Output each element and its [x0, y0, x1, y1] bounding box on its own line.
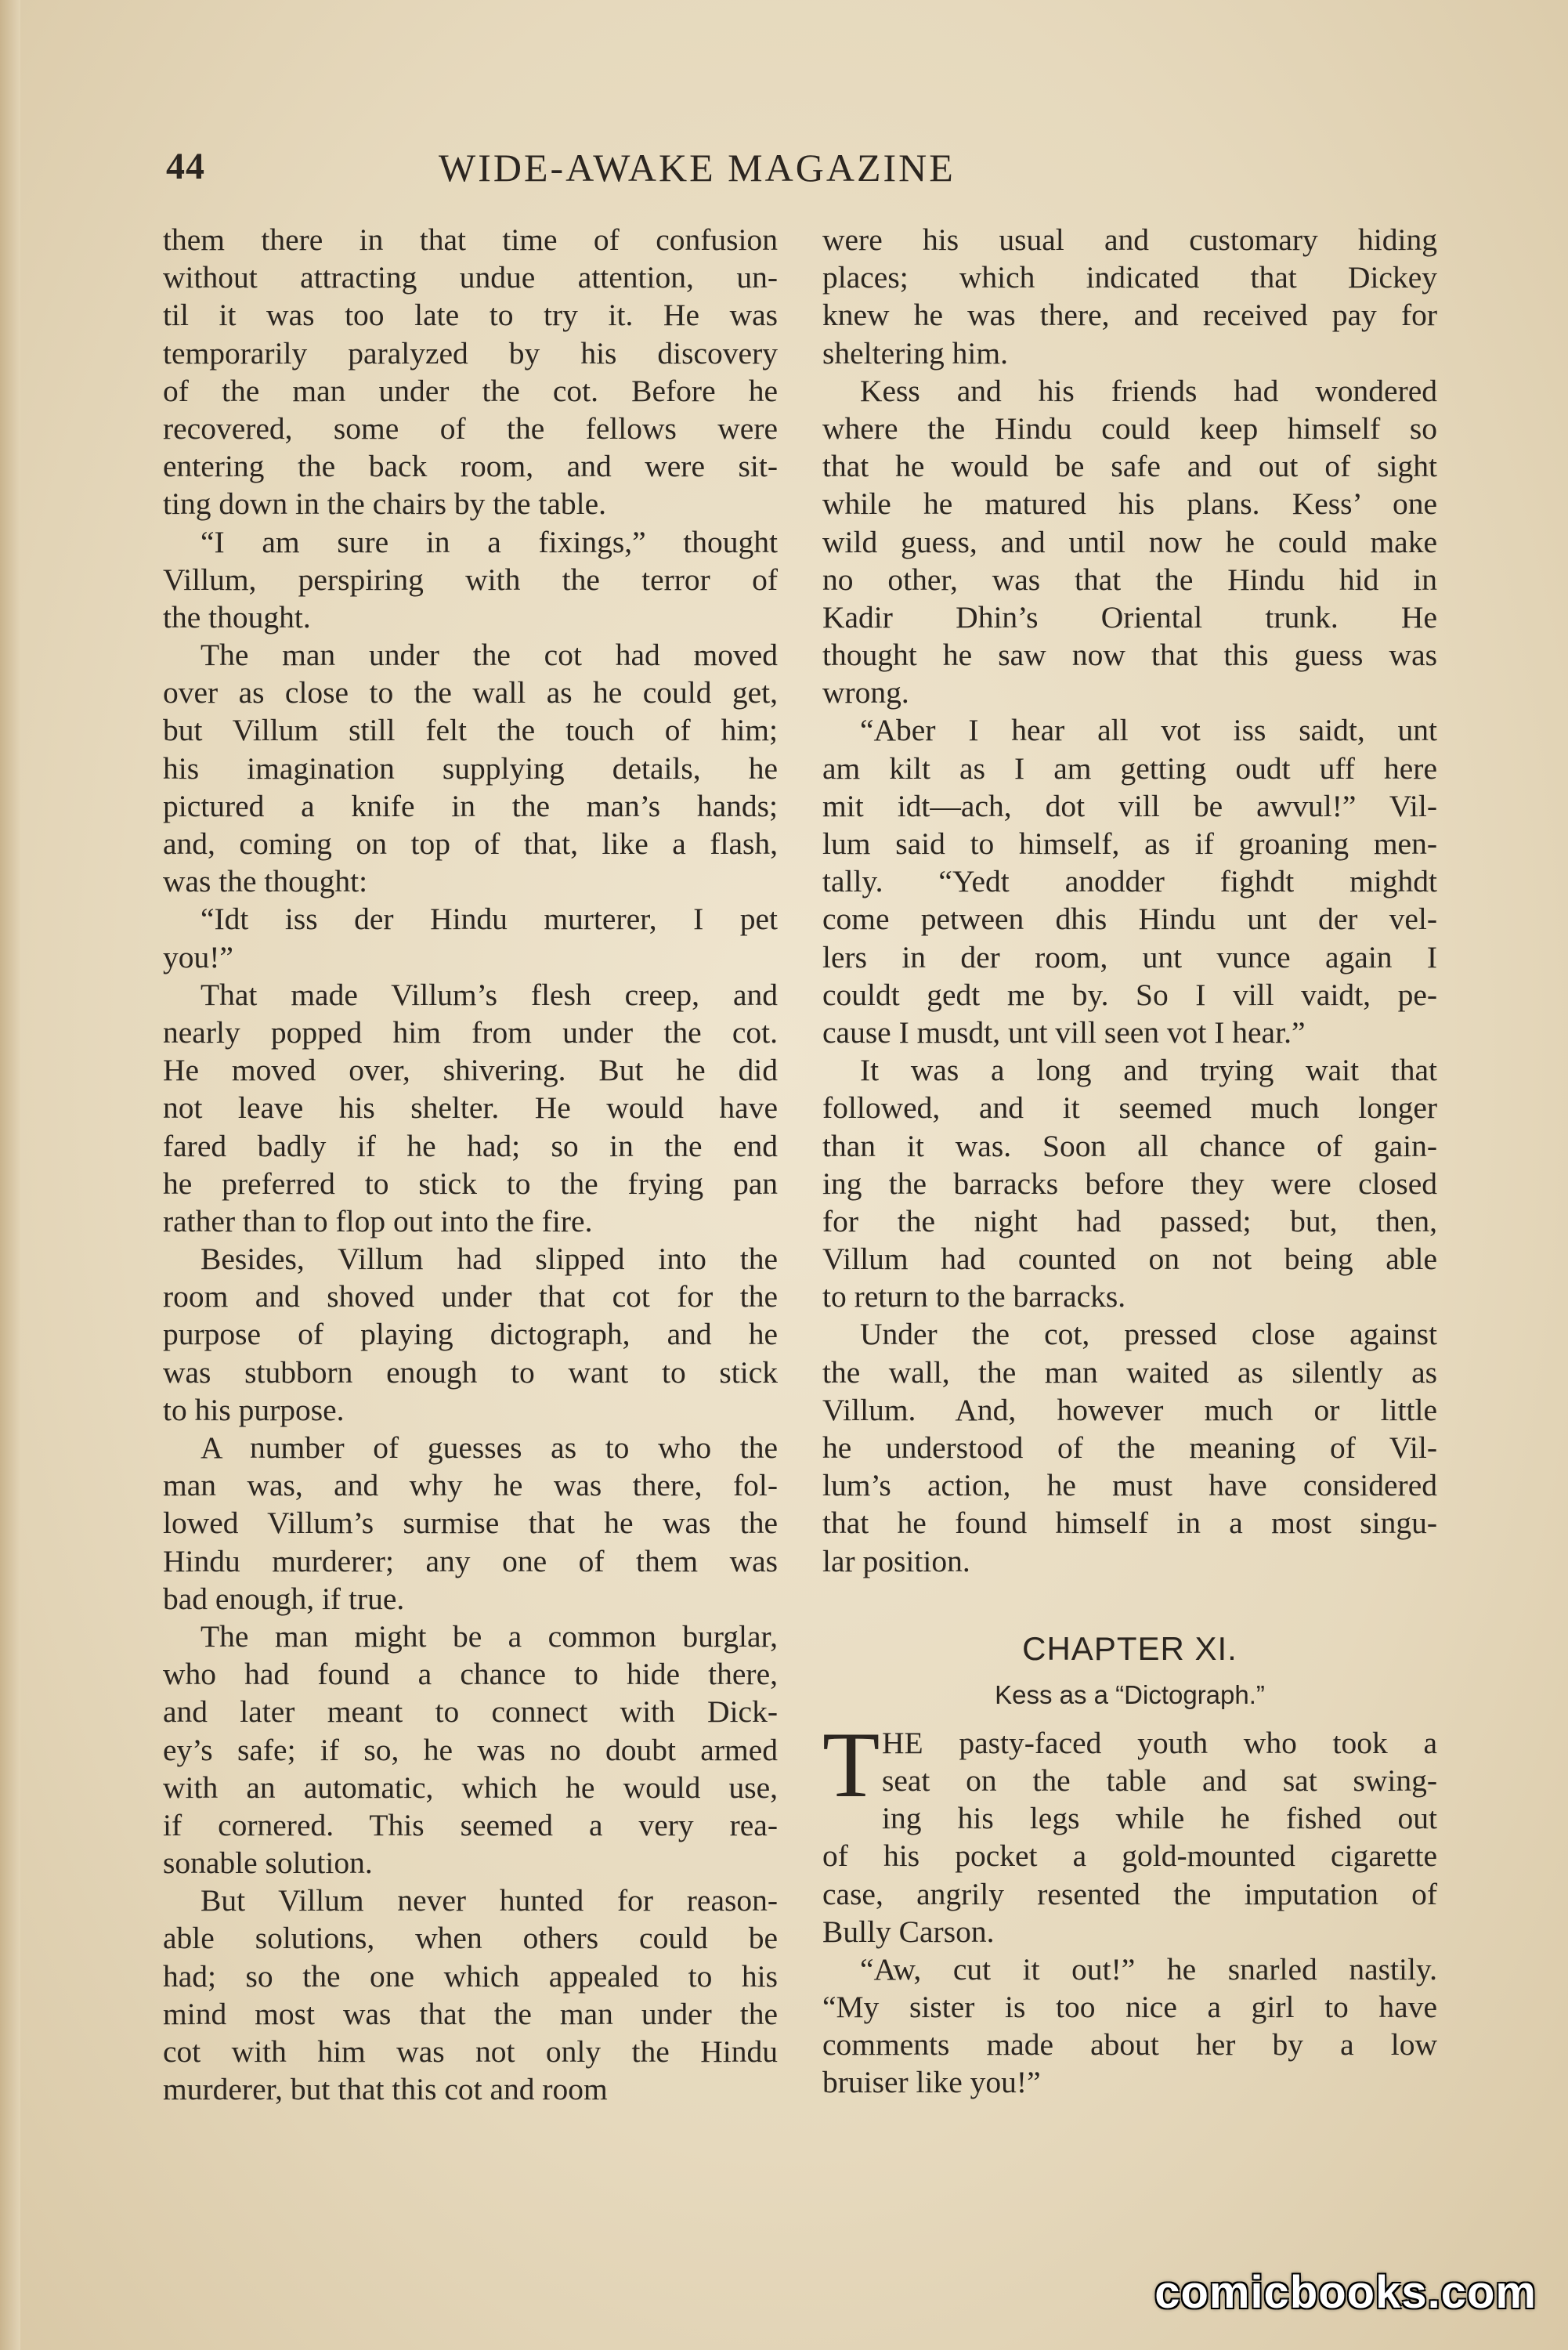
text-line: without attracting undue attention, un- — [163, 260, 778, 295]
text-line: am kilt as I am getting oudt uff here — [822, 750, 1437, 786]
chapter-text — [822, 1837, 1437, 2101]
drop-cap-lines — [822, 1712, 1437, 1838]
text-line: where the Hindu could keep himself so — [822, 410, 1437, 446]
text-line: he preferred to stick to the frying pan — [163, 1166, 778, 1201]
text-line: Under the cot, pressed close against — [860, 1317, 1437, 1352]
text-line: lum said to himself, as if groaning men- — [822, 826, 1437, 861]
text-line: and later meant to connect with Dick- — [163, 1694, 778, 1730]
text-line: tally. “Yedt anodder fighdt mighdt — [822, 864, 1437, 899]
text-line: pictured a knife in the man’s hands; — [163, 788, 778, 823]
text-line: comments made about her by a low — [822, 2027, 1437, 2063]
section-gap — [822, 1580, 1437, 1627]
text-line: “Aw, cut it out!” he snarled nastily. — [860, 1951, 1437, 1987]
text-line: if cornered. This seemed a very rea- — [163, 1807, 778, 1842]
chapter-subtitle: Kess as a “Dictograph.” — [995, 1679, 1265, 1709]
left-column — [163, 221, 778, 2108]
text-line: rather than to flop out into the fire. — [163, 1203, 593, 1238]
text-line: nearly popped him from under the cot. — [163, 1014, 778, 1050]
text-line: Bully Carson. — [822, 1914, 995, 1949]
text-line: sonable solution. — [163, 1846, 373, 1881]
text-line: ey’s safe; if so, he was no doubt armed — [163, 1732, 778, 1767]
text-line: than it was. Soon all chance of gain- — [822, 1128, 1437, 1163]
text-line: for the night had passed; but, then, — [822, 1203, 1437, 1238]
text-line: the thought. — [163, 599, 311, 634]
text-line: not leave his shelter. He would have — [163, 1090, 778, 1126]
text-line: them there in that time of confusion — [163, 222, 778, 257]
text-line: wrong. — [822, 675, 909, 710]
text-line: had; so the one which appealed to his — [163, 1958, 778, 1994]
text-line: man was, and why he was there, fol- — [163, 1468, 778, 1503]
text-line: Kadir Dhin’s Oriental trunk. He — [822, 599, 1437, 634]
text-line: til it was too late to try it. He was — [163, 298, 778, 333]
text-line: A number of guesses as to who the — [201, 1430, 778, 1465]
text-line: couldt gedt me by. So I vill vaidt, pe- — [822, 977, 1437, 1012]
text-line: purpose of playing dictograph, and he — [163, 1317, 778, 1352]
text-line: bruiser like you!” — [822, 2065, 1041, 2100]
text-line: ing the barracks before they were closed — [822, 1166, 1437, 1201]
text-line: temporarily paralyzed by his discovery — [163, 335, 778, 371]
text-line: that he would be safe and out of sight — [822, 449, 1437, 484]
text-line: case, angrily resented the imputation of — [822, 1876, 1437, 1911]
text-line: of his pocket a gold-mounted cigarette — [822, 1838, 1437, 1874]
text-line: Kess and his friends had wondered — [860, 373, 1437, 408]
text-line: Villum. And, however much or little — [822, 1392, 1437, 1427]
chapter-title: CHAPTER XI. — [1022, 1629, 1237, 1667]
text-line: to return to the barracks. — [822, 1279, 1126, 1314]
text-line: he understood of the meaning of Vil- — [822, 1430, 1437, 1465]
text-line: mind most was that the man under the — [163, 1996, 778, 2031]
text-line: sheltering him. — [822, 335, 1008, 371]
page-edge — [0, 0, 20, 2350]
text-line: ting down in the chairs by the table. — [163, 486, 607, 522]
text-line: That made Villum’s flesh creep, and — [201, 977, 778, 1012]
text-line: The man under the cot had moved — [201, 638, 778, 673]
text-line: lar position. — [822, 1543, 970, 1578]
text-line: bad enough, if true. — [163, 1581, 405, 1616]
text-line: with an automatic, which he would use, — [163, 1770, 778, 1805]
text-line: room and shoved under that cot for the — [163, 1279, 778, 1314]
text-line: places; which indicated that Dickey — [822, 260, 1437, 295]
right-column-text — [822, 221, 1437, 1580]
text-line: no other, was that the Hindu hid in — [822, 562, 1437, 597]
text-line: lowed Villum’s surmise that he was the — [163, 1506, 778, 1541]
text-line: “I am sure in a fixings,” thought — [201, 524, 778, 559]
text-line: Hindu murderer; any one of them was — [163, 1543, 778, 1578]
text-line: “Aber I hear all vot iss saidt, unt — [860, 713, 1437, 748]
text-line: of the man under the cot. Before he — [163, 373, 778, 408]
text-line: and, coming on top of that, like a flash, — [163, 826, 778, 861]
chapter-opening — [822, 1712, 1437, 1838]
text-line: mit idt—ach, dot vill be awvul!” Vil- — [822, 788, 1437, 823]
page-number: 44 — [166, 146, 205, 187]
watermark-logo: comicbooks.com — [1154, 2267, 1537, 2318]
text-line: cause I musdt, unt vill seen vot I hear.” — [822, 1014, 1306, 1050]
text-line: you!” — [163, 939, 233, 974]
right-column — [822, 221, 1437, 2102]
text-line: Besides, Villum had slipped into the — [201, 1242, 778, 1277]
text-line: seat on the table and sat swing- — [882, 1762, 1437, 1798]
text-line: thought he saw now that this guess was — [822, 638, 1437, 673]
text-line: who had found a chance to hide there, — [163, 1657, 778, 1692]
text-line: to his purpose. — [163, 1392, 345, 1427]
text-line: The man might be a common burglar, — [201, 1618, 778, 1654]
text-line: cot with him was not only the Hindu — [163, 2034, 778, 2069]
text-line: recovered, some of the fellows were — [163, 410, 778, 446]
text-line: “My sister is too nice a girl to have — [822, 1990, 1437, 2025]
text-line: ing his legs while he fished out — [882, 1801, 1437, 1836]
text-line: entering the back room, and were sit- — [163, 449, 778, 484]
text-line: “Idt iss der Hindu murterer, I pet — [201, 902, 778, 937]
text-line: HE pasty-faced youth who took a — [882, 1725, 1437, 1760]
text-line: wild guess, and until now he could make — [822, 524, 1437, 559]
running-title: WIDE-AWAKE MAGAZINE — [439, 146, 956, 190]
page-header — [0, 145, 1568, 200]
text-line: Villum had counted on not being able — [822, 1242, 1437, 1277]
text-line: that he found himself in a most singu- — [822, 1506, 1437, 1541]
text-line: the wall, the man waited as silently as — [822, 1354, 1437, 1390]
text-line: come petween dhis Hindu unt der vel- — [822, 902, 1437, 937]
text-line: knew he was there, and received pay for — [822, 298, 1437, 333]
text-line: lum’s action, he must have considered — [822, 1468, 1437, 1503]
text-line: was the thought: — [163, 864, 368, 899]
text-line: but Villum still felt the touch of him; — [163, 713, 778, 748]
text-line: while he matured his plans. Kess’ one — [822, 486, 1437, 522]
text-line: were his usual and customary hiding — [822, 222, 1437, 257]
text-line: his imagination supplying details, he — [163, 750, 778, 786]
text-line: murderer, but that this cot and room — [163, 2072, 608, 2107]
text-line: He moved over, shivering. But he did — [163, 1053, 778, 1088]
text-line: lers in der room, unt vunce again I — [822, 939, 1437, 974]
text-line: able solutions, when others could be — [163, 1921, 778, 1956]
text-line: Villum, perspiring with the terror of — [163, 562, 778, 597]
text-line: was stubborn enough to want to stick — [163, 1354, 778, 1390]
text-line: over as close to the wall as he could get, — [163, 675, 778, 710]
text-line: fared badly if he had; so in the end — [163, 1128, 778, 1163]
drop-cap: T — [822, 1712, 880, 1817]
text-line: But Villum never hunted for reason- — [201, 1883, 778, 1918]
text-line: It was a long and trying wait that — [860, 1053, 1437, 1088]
text-line: followed, and it seemed much longer — [822, 1090, 1437, 1126]
